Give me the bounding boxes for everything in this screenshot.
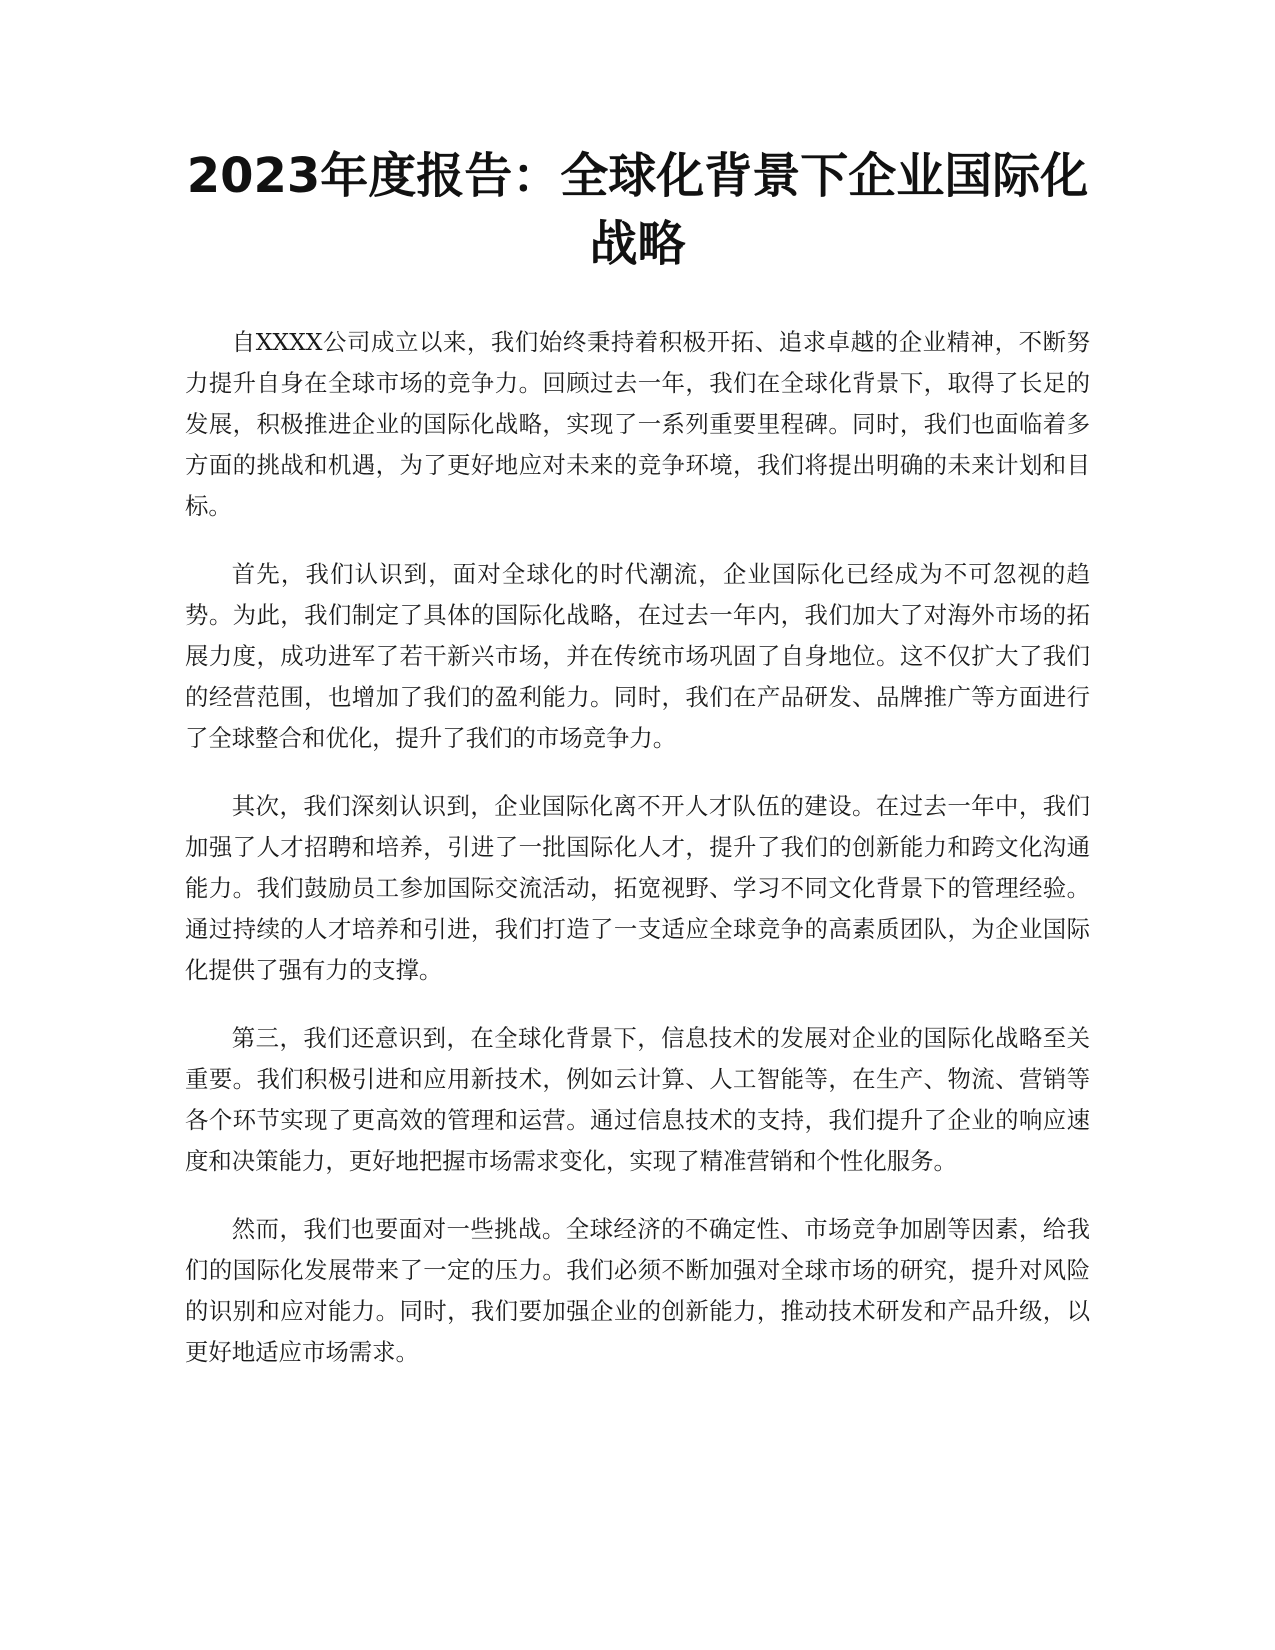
document-title: 2023年度报告：全球化背景下企业国际化战略 xyxy=(186,148,1089,272)
document-body xyxy=(185,322,1090,1400)
paragraph-second: 其次，我们深刻认识到，企业国际化离不开人才队伍的建设。在过去一年中，我们加强了人才招聘和培养，引进了一批国际化人才，提升了我们的创新能力和跨文化沟通能力。我们鼓励员工参加国际交流活动，拓宽视野、学习不同文化背景下的管理经验。通过持续的人才培养和引进，我们打造了一支适应全球竞争的高素质团队，为企业国际化提供了强有力的支撑。 xyxy=(185,792,1090,984)
paragraph-challenges: 然而，我们也要面对一些挑战。全球经济的不确定性、市场竞争加剧等因素，给我们的国际化发展带来了一定的压力。我们必须不断加强对全球市场的研究，提升对风险的识别和应对能力。同时，我们要加强企业的创新能力，推动技术研发和产品升级，以更好地适应市场需求。 xyxy=(185,1215,1090,1366)
paragraph-first: 首先，我们认识到，面对全球化的时代潮流，企业国际化已经成为不可忽视的趋势。为此，我们制定了具体的国际化战略，在过去一年内，我们加大了对海外市场的拓展力度，成功进军了若干新兴市场，并在传统市场巩固了自身地位。这不仅扩大了我们的经营范围，也增加了我们的盈利能力。同时，我们在产品研发、品牌推广等方面进行了全球整合和优化，提升了我们的市场竞争力。 xyxy=(185,560,1090,752)
paragraph-third: 第三，我们还意识到，在全球化背景下，信息技术的发展对企业的国际化战略至关重要。我们积极引进和应用新技术，例如云计算、人工智能等，在生产、物流、营销等各个环节实现了更高效的管理和运营。通过信息技术的支持，我们提升了企业的响应速度和决策能力，更好地把握市场需求变化，实现了精准营销和个性化服务。 xyxy=(185,1024,1090,1175)
paragraph-intro: 自XXXX公司成立以来，我们始终秉持着积极开拓、追求卓越的企业精神，不断努力提升自身在全球市场的竞争力。回顾过去一年，我们在全球化背景下，取得了长足的发展，积极推进企业的国际化战略，实现了一系列重要里程碑。同时，我们也面临着多方面的挑战和机遇，为了更好地应对未来的竞争环境，我们将提出明确的未来计划和目标。 xyxy=(185,328,1090,520)
